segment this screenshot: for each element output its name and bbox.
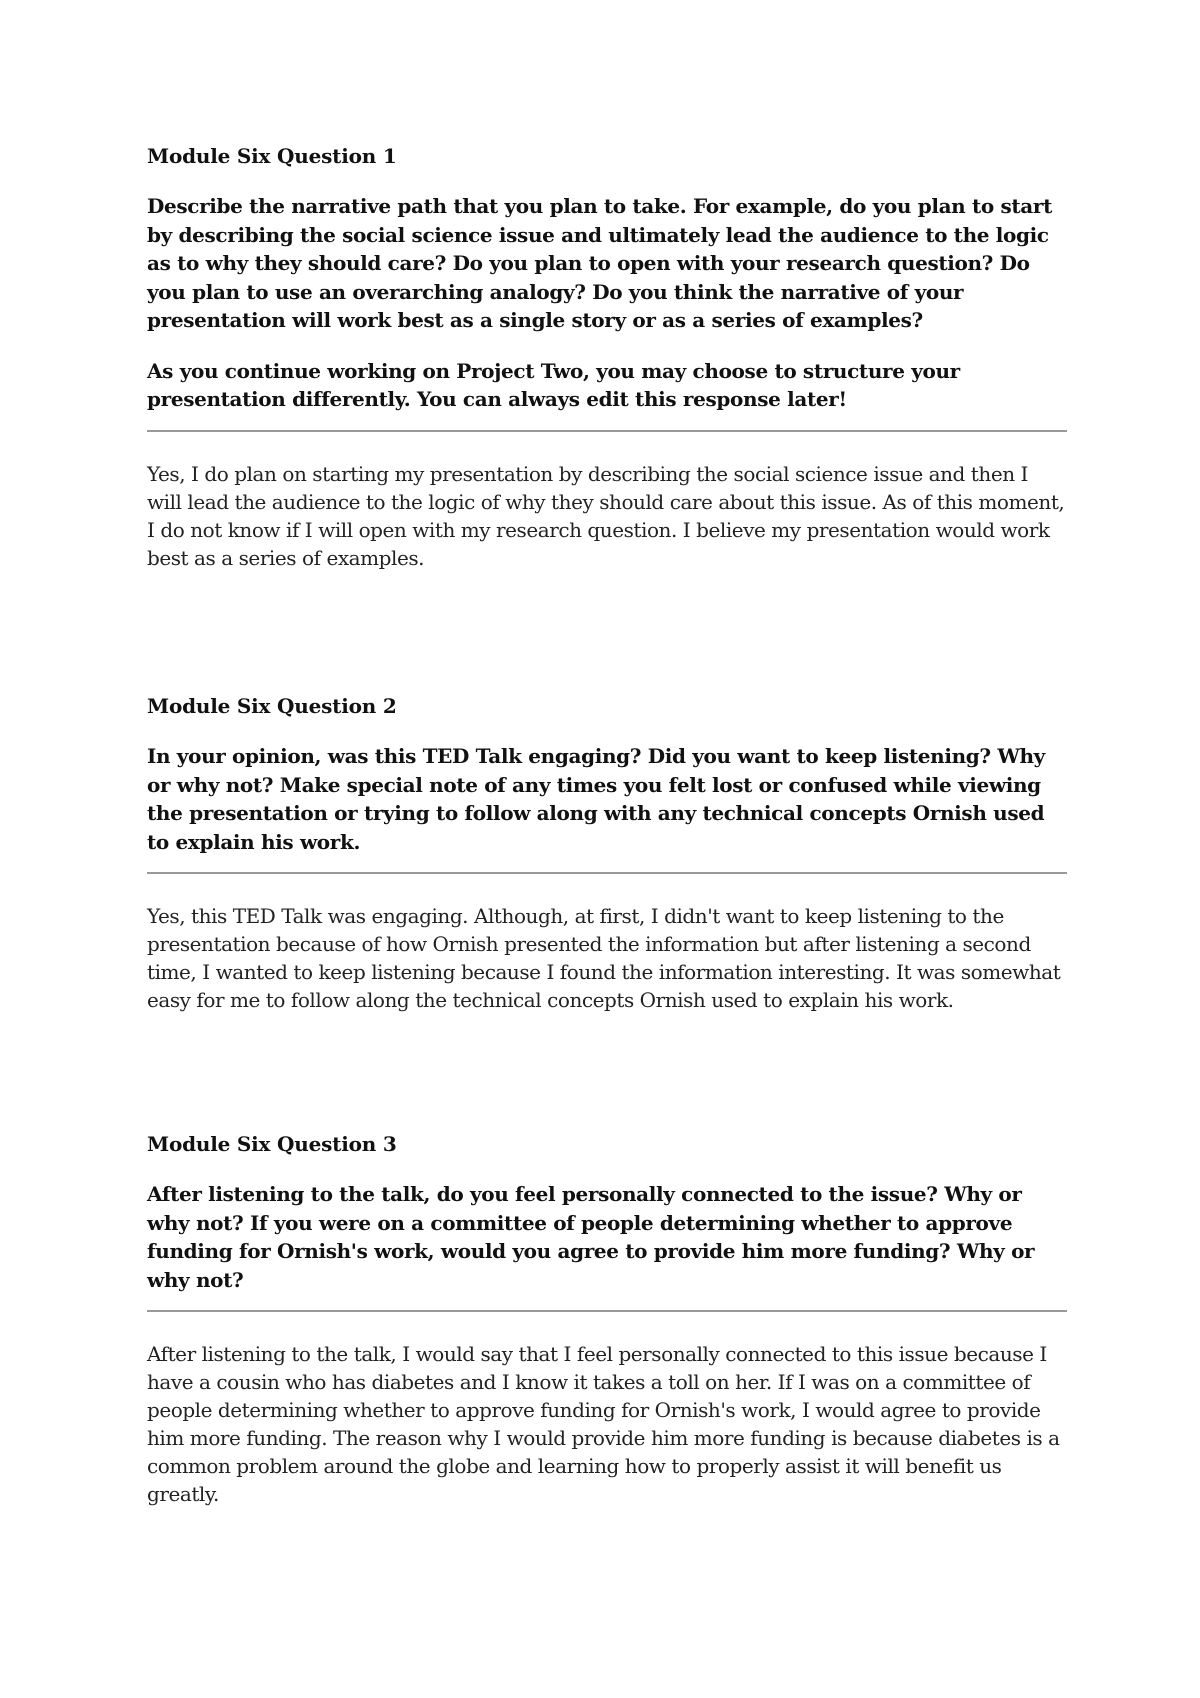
- divider: [147, 1310, 1067, 1312]
- question-prompt-note: As you continue working on Project Two, you may choose to structure your presentation differently. You can always edit this response later!: [147, 358, 960, 411]
- answer-text: Yes, this TED Talk was engaging. Although, at first, I didn't want to keep listening to the presentation because of how Ornish presented the information but after listening a second time, I wanted to keep listening because I found the information interesting. It was somewhat easy for me to follow along the technical concepts Ornish used to explain his work.: [147, 904, 1061, 1012]
- question-title: Module Six Question 2: [147, 694, 397, 718]
- divider: [147, 872, 1067, 874]
- question-section-2: [147, 692, 1067, 1014]
- question-section-3: [147, 1130, 1067, 1508]
- answer-text: After listening to the talk, I would say that I feel personally connected to this issue because I have a cousin who has diabetes and I know it takes a toll on her. If I was on a committee of people determining whether to approve funding for Ornish's work, I would agree to provide him more funding. The reason why I would provide him more funding is because diabetes is a common problem around the globe and learning how to properly assist it will benefit us greatly.: [147, 1342, 1060, 1506]
- question-prompt: In your opinion, was this TED Talk engaging? Did you want to keep listening? Why or why not? Make special note of any times you felt lost or confused while viewing the presentation or trying to follow along with any technical concepts Ornish used to explain his work.: [147, 744, 1045, 854]
- question-prompt: Describe the narrative path that you plan to take. For example, do you plan to start by describing the social science issue and ultimately lead the audience to the logic as to why they should care? Do you plan to open with your research question? Do you plan to use an overarching analogy? Do you think the narrative of your presentation will work best as a single story or as a series of examples?: [147, 194, 1052, 332]
- question-section-1: [147, 142, 1067, 572]
- question-title: Module Six Question 1: [147, 144, 397, 168]
- question-prompt: After listening to the talk, do you feel personally connected to the issue? Why or why not? If you were on a committee of people determining whether to approve funding for Ornish's work, would you agree to provide him more funding? Why or why not?: [147, 1182, 1035, 1292]
- question-title: Module Six Question 3: [147, 1132, 397, 1156]
- divider: [147, 430, 1067, 432]
- answer-text: Yes, I do plan on starting my presentation by describing the social science issue and then I will lead the audience to the logic of why they should care about this issue. As of this moment, I do not know if I will open with my research question. I believe my presentation would work best as a series of examples.: [147, 461, 1065, 570]
